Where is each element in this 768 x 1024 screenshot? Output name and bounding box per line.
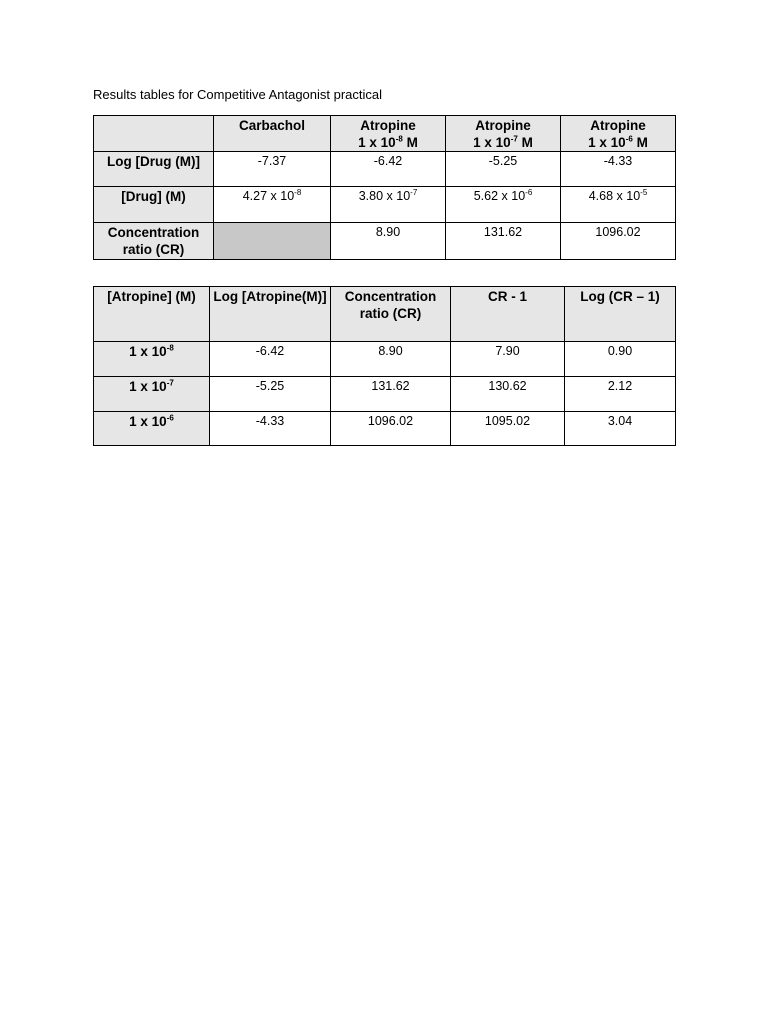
row-label-log-drug: Log [Drug (M)] <box>94 152 214 187</box>
table-row <box>94 223 676 260</box>
table-cell: 131.62 <box>331 377 451 412</box>
table-cell: 3.80 x $10^{-7}$ <box>331 187 446 223</box>
header-cell-atropine: [Atropine] (M) <box>94 287 210 342</box>
table-cell: -4.33 <box>561 152 676 187</box>
table-cell: -5.25 <box>446 152 561 187</box>
table-cell: 8.90 <box>331 223 446 260</box>
table-cell-blank <box>214 223 331 260</box>
table-cell: 4.27 x $10^{-8}$ <box>214 187 331 223</box>
row-label-concentration-ratio: Concentration ratio (CR) <box>94 223 214 260</box>
row-label-drug: [Drug] (M) <box>94 187 214 223</box>
results-table-drug-concentrations <box>93 115 676 260</box>
header-cell-carbachol <box>214 116 331 152</box>
header-label: Atropine <box>590 118 646 133</box>
table-header-row <box>94 287 676 342</box>
table-row <box>94 342 676 377</box>
table-cell: 3.04 <box>565 412 676 446</box>
table-cell: 2.12 <box>565 377 676 412</box>
table-cell: 1095.02 <box>451 412 565 446</box>
table-cell: 131.62 <box>446 223 561 260</box>
table-cell: 0.90 <box>565 342 676 377</box>
table-cell: -4.33 <box>210 412 331 446</box>
table-cell: 1096.02 <box>561 223 676 260</box>
header-label: Carbachol <box>238 118 306 133</box>
table-row <box>94 412 676 446</box>
header-concentration: 1 x $10^{-8}$ M <box>358 134 418 150</box>
table-cell: 8.90 <box>331 342 451 377</box>
header-cell-log-atropine: Log [Atropine(M)] <box>210 287 331 342</box>
table-cell: 7.90 <box>451 342 565 377</box>
table-row <box>94 152 676 187</box>
table-row <box>94 187 676 223</box>
header-concentration: 1 x $10^{-6}$ M <box>588 134 648 150</box>
header-cell-atropine-1e-7 <box>446 116 561 152</box>
table-cell: 4.68 x $10^{-5}$ <box>561 187 676 223</box>
row-label-atropine-conc: 1 x $10^{-7}$ <box>94 377 210 412</box>
table-cell: 1096.02 <box>331 412 451 446</box>
table-cell: -5.25 <box>210 377 331 412</box>
row-label-atropine-conc: 1 x $10^{-8}$ <box>94 342 210 377</box>
header-cell-atropine-1e-8 <box>331 116 446 152</box>
table-cell: -7.37 <box>214 152 331 187</box>
document-title: Results tables for Competitive Antagonist practical <box>93 87 383 102</box>
header-cell-concentration-ratio: Concentration ratio (CR) <box>331 287 451 342</box>
header-label: Atropine <box>475 118 531 133</box>
header-cell-atropine-1e-6 <box>561 116 676 152</box>
header-cell-log-cr-minus-1: Log (CR – 1) <box>565 287 676 342</box>
table-cell: 5.62 x $10^{-6}$ <box>446 187 561 223</box>
table-cell: -6.42 <box>331 152 446 187</box>
table-header-row <box>94 116 676 152</box>
table-row <box>94 377 676 412</box>
header-cell-empty <box>94 116 214 152</box>
table-cell: -6.42 <box>210 342 331 377</box>
results-table-schild-analysis <box>93 286 676 446</box>
table-cell: 130.62 <box>451 377 565 412</box>
header-concentration: 1 x $10^{-7}$ M <box>473 134 533 150</box>
header-cell-cr-minus-1: CR - 1 <box>451 287 565 342</box>
row-label-atropine-conc: 1 x $10^{-6}$ <box>94 412 210 446</box>
header-label: Atropine <box>360 118 416 133</box>
